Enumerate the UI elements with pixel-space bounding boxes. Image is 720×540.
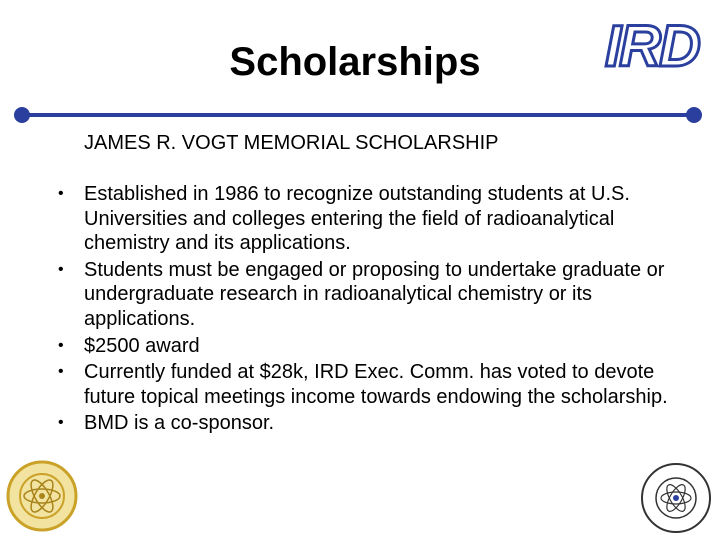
bullet-list	[56, 182, 696, 438]
ans-seal	[640, 462, 712, 534]
bullet-text: Established in 1986 to recognize outstanding students at U.S. Universities and colleges entering the field of radioanalytical chemistry and its applications.	[84, 183, 630, 255]
title-divider	[12, 104, 704, 126]
list-item	[56, 360, 696, 409]
scholarship-name: JAMES R. VOGT MEMORIAL SCHOLARSHIP	[84, 132, 499, 154]
bullet-icon: •	[58, 414, 64, 432]
list-item	[56, 258, 696, 332]
list-item	[56, 182, 696, 256]
bullet-text: BMD is a co-sponsor.	[84, 412, 275, 435]
bullet-text: $2500 award	[84, 334, 200, 357]
bullet-text: Currently funded at $28k, IRD Exec. Comm. has voted to devote future topical meetings income towards endowing the scholarship.	[84, 361, 668, 408]
bullet-icon: •	[58, 363, 64, 381]
bullet-icon: •	[58, 336, 64, 354]
list-item	[56, 334, 696, 359]
slide-title: Scholarships	[229, 40, 481, 84]
svg-text:IRD: IRD	[605, 14, 699, 78]
bullet-icon: •	[58, 185, 64, 202]
ird-logo	[600, 12, 704, 78]
bullet-icon: •	[58, 260, 64, 278]
list-item	[56, 411, 696, 436]
golden-anniversary-seal	[6, 460, 78, 532]
bullet-text: Students must be engaged or proposing to undertake graduate or undergraduate research in radioanalytical chemistry or its applications.	[84, 258, 665, 330]
